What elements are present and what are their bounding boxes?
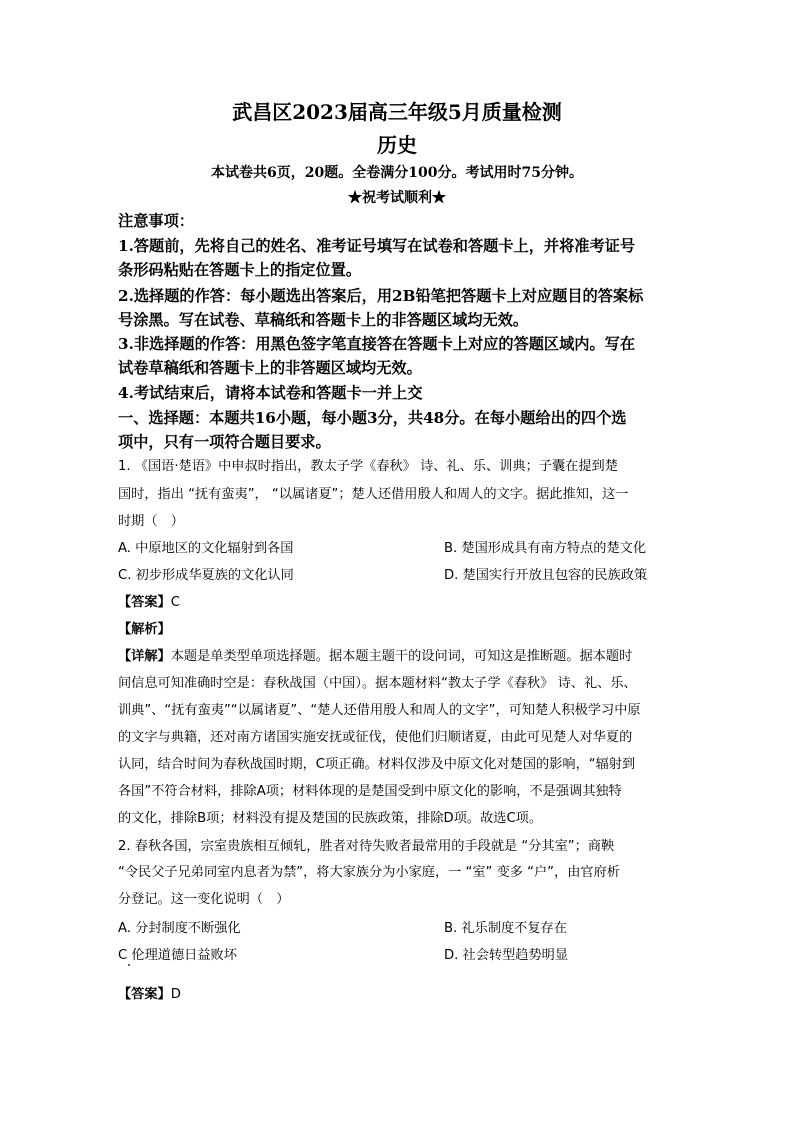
q2-stem-line: 分登记。这一变化说明（ ） <box>118 892 290 907</box>
note-line: 2.选择题的作答：每小题选出答案后，用2B铅笔把答题卡上对应题目的答案标 <box>118 287 644 305</box>
q1-stem-line: 时期（ ） <box>118 514 184 529</box>
q2-option-d: D. 社会转型趋势明显 <box>444 948 569 963</box>
q2-option-c: C 伦理道德日益败坏 <box>118 948 237 963</box>
q2-option-a: A. 分封制度不断强化 <box>118 921 241 936</box>
q1-option-c: C. 初步形成华夏族的文化认同 <box>118 568 294 583</box>
subject-title: 历史 <box>377 133 417 157</box>
q1-detail-line: 各国”不符合材料，排除A项；材料体现的是楚国受到中原文化的影响，不是强调其独特 <box>118 784 622 799</box>
q1-stem-line: 1. 《国语·楚语》中申叔时指出，教太子学《春秋》 诗、礼、乐、训典；子囊在提到楚 <box>118 459 618 474</box>
answer-label: 【答案】 <box>118 595 171 610</box>
note-line: 试卷草稿纸和答题卡上的非答题区域均无效。 <box>118 359 422 377</box>
note-line: 条形码粘贴在答题卡上的指定位置。 <box>118 261 361 279</box>
note-line: 4.考试结束后，请将本试卷和答题卡一并上交 <box>118 384 423 402</box>
q1-option-d: D. 楚国实行开放且包容的民族政策 <box>444 568 648 583</box>
q1-analysis-label <box>118 620 678 640</box>
q1-option-a: A. 中原地区的文化辐射到各国 <box>118 541 294 556</box>
note-line: 1.答题前，先将自己的姓名、准考证号填写在试卷和答题卡上，并将准考证号 <box>118 237 636 255</box>
q1-detail-line: 认同，结合时间为春秋战国时期，C项正确。材料仅涉及中原文化对楚国的影响，“辐射到 <box>118 757 636 772</box>
answer-value: C <box>170 595 180 610</box>
q2-answer <box>118 985 678 1005</box>
q2-option-b: B. 礼乐制度不复存在 <box>444 921 567 936</box>
q1-detail-line: 训典”、“抚有蛮夷”“以属诸夏”、“楚人还借用殷人和周人的文字”，可知楚人积极学习中原 <box>118 703 641 718</box>
section-heading: 一、选择题：本题共16小题，每小题3分，共48分。在每小题给出的四个选 <box>118 409 627 427</box>
q1-stem-line: 国时，指出 “抚有蛮夷”， “以属诸夏”；楚人还借用殷人和周人的文字。据此推知，这一 <box>118 487 629 502</box>
section-heading: 项中，只有一项符合题目要求。 <box>118 433 331 451</box>
q1-detail-line: 的文字与典籍，还对南方诸国实施安抚或征伐，使他们归顺诸夏，由此可见楚人对华夏的 <box>118 730 633 745</box>
notes-heading: 注意事项： <box>118 212 194 230</box>
q2-stem-line: “令民父子兄弟同室内息者为禁”，将大家族分为小家庭，一 “室” 变多 “户”，由官府析 <box>118 865 620 880</box>
answer-value: D <box>170 987 181 1002</box>
detail-label: 【详解】 <box>118 649 171 664</box>
q1-detail-line: 的文化，排除B项；材料没有提及楚国的民族政策，排除D项。故选C项。 <box>118 811 543 826</box>
q1-detail-line: 间信息可知准确时空是：春秋战国（中国）。据本题材料“教太子学《春秋》 诗、礼、乐、 <box>118 676 637 691</box>
q1-option-b: B. 楚国形成具有南方特点的楚文化 <box>444 541 647 556</box>
answer-label: 【答案】 <box>118 987 171 1002</box>
q1-answer <box>118 593 678 613</box>
q1-detail-line: 【详解】本题是单类型单项选择题。据本题主题干的设问词，可知这是推断题。据本题时 <box>118 649 633 664</box>
wish-line: ★祝考试顺利★ <box>348 190 446 206</box>
analysis-label: 【解析】 <box>118 622 171 637</box>
stray-dot <box>128 964 130 966</box>
note-line: 3.非选择题的作答：用黑色签字笔直接答在答题卡上对应的答题区域内。写在 <box>118 335 636 353</box>
note-line: 号涂黑。写在试卷、草稿纸和答题卡上的非答题区域均无效。 <box>118 311 529 329</box>
exam-info: 本试卷共6页，20题。全卷满分100分。考试用时75分钟。 <box>211 165 583 181</box>
exam-title: 武昌区2023届高三年级5月质量检测 <box>232 100 562 124</box>
q2-stem-line: 2. 春秋各国，宗室贵族相互倾轧，胜者对待失败者最常用的手段就是 “分其室”；商鞅 <box>118 839 615 854</box>
